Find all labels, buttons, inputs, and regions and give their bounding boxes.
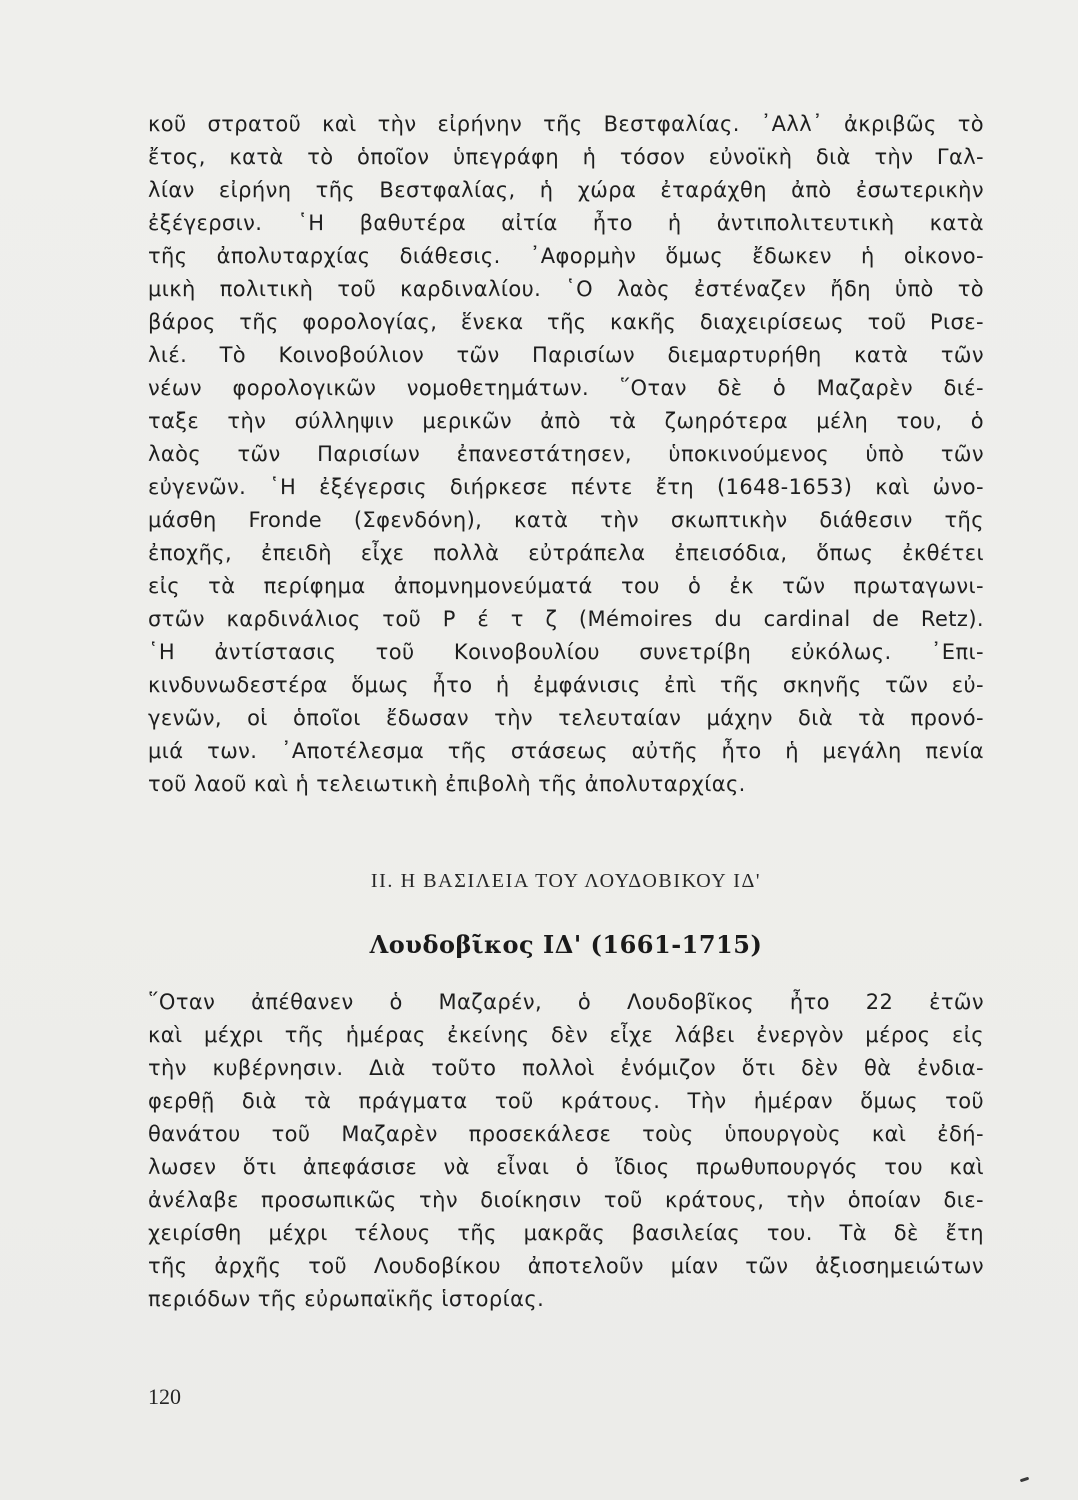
page-number: 120 [148,1384,181,1409]
text-line: καὶ μέχρι τῆς ἡμέρας ἐκείνης δὲν εἶχε λάβει ἐνεργὸν μέρος εἰς [148,1023,984,1047]
text-line: νέων φορολογικῶν νομοθετημάτων. ῞Οταν δὲ ὁ Μαζαρὲν διέ- [148,376,984,400]
text-line: περιόδων τῆς εὐρωπαϊκῆς ἱστορίας. [148,1287,545,1311]
text-line: τοῦ λαοῦ καὶ ἡ τελειωτικὴ ἐπιβολὴ τῆς ἀπολυταρχίας. [148,772,746,796]
text-line: μικὴ πολιτικὴ τοῦ καρδιναλίου. ῾Ο λαὸς ἐστέναζεν ἤδη ὑπὸ τὸ [148,277,984,301]
text-line: εἰς τὰ περίφημα ἀπομνημονεύματά του ὁ ἐκ τῶν πρωταγωνι- [148,574,984,598]
text-line: λιέ. Τὸ Κοινοβούλιον τῶν Παρισίων διεμαρτυρήθη κατὰ τῶν [148,343,984,367]
text-line: εὐγενῶν. ῾Η ἐξέγερσις διήρκεσε πέντε ἔτη (1648-1653) καὶ ὠνο- [148,475,984,499]
text-line: ταξε τὴν σύλληψιν μερικῶν ἀπὸ τὰ ζωηρότερα μέλη του, ὁ [148,409,984,433]
text-line: λίαν εἰρήνη τῆς Βεστφαλίας, ἡ χώρα ἐταράχθη ἀπὸ ἐσωτερικὴν [148,178,984,202]
text-line: ῞Οταν ἀπέθανεν ὁ Μαζαρέν, ὁ Λουδοβῖκος ἦτο 22 ἐτῶν [148,990,984,1014]
text-line: λωσεν ὅτι ἀπεφάσισε νὰ εἶναι ὁ ἴδιος πρωθυπουργός του καὶ [148,1155,984,1179]
text-line: φερθῇ διὰ τὰ πράγματα τοῦ κράτους. Τὴν ἡμέραν ὅμως τοῦ [148,1089,984,1113]
text-line: τῆς ἀρχῆς τοῦ Λουδοβίκου ἀποτελοῦν μίαν τῶν ἀξιοσημειώτων [148,1254,984,1278]
text-line: ἔτος, κατὰ τὸ ὁποῖον ὑπεγράφη ἡ τόσον εὐνοϊκὴ διὰ τὴν Γαλ- [148,145,984,169]
text-line: θανάτου τοῦ Μαζαρὲν προσεκάλεσε τοὺς ὑπουργοὺς καὶ ἐδή- [148,1122,984,1146]
sub-heading: Λουδοβῖκος ΙΔ' (1661-1715) [369,930,763,959]
paragraph-fronde [148,108,984,801]
section-heading: II. Η ΒΑΣΙΛΕΙΑ ΤΟΥ ΛΟΥΔΟΒΙΚΟΥ ΙΔ' [370,870,762,892]
text-line: κοῦ στρατοῦ καὶ τὴν εἰρήνην τῆς Βεστφαλίας. ᾿Αλλ᾿ ἀκριβῶς τὸ [148,112,984,136]
text-line: στῶν καρδινάλιος τοῦ Ρ έ τ ζ (Mémoires du cardinal de Retz). [148,607,984,631]
text-line: ῾Η ἀντίστασις τοῦ Κοινοβουλίου συνετρίβη εὐκόλως. ᾿Επι- [148,640,984,664]
text-line: μάσθη Fronde (Σφενδόνη), κατὰ τὴν σκωπτικὴν διάθεσιν τῆς [148,508,984,532]
text-line: βάρος τῆς φορολογίας, ἕνεκα τῆς κακῆς διαχειρίσεως τοῦ Ρισε- [148,310,984,334]
text-line: λαὸς τῶν Παρισίων ἐπανεστάτησεν, ὑποκινούμενος ὑπὸ τῶν [148,442,984,466]
text-line: κινδυνωδεστέρα ὅμως ἦτο ἡ ἐμφάνισις ἐπὶ τῆς σκηνῆς τῶν εὐ- [148,673,984,697]
paragraph-louis-xiv [148,986,984,1316]
text-line: ἀνέλαβε προσωπικῶς τὴν διοίκησιν τοῦ κράτους, τὴν ὁποίαν διε- [148,1188,984,1212]
text-line: ἐξέγερσιν. ῾Η βαθυτέρα αἰτία ἦτο ἡ ἀντιπολιτευτικὴ κατὰ [148,211,984,235]
text-line: χειρίσθη μέχρι τέλους τῆς μακρᾶς βασιλείας του. Τὰ δὲ ἔτη [148,1221,984,1245]
text-line: ἐποχῆς, ἐπειδὴ εἶχε πολλὰ εὐτράπελα ἐπεισόδια, ὅπως ἐκθέτει [148,541,984,565]
text-line: γενῶν, οἱ ὁποῖοι ἔδωσαν τὴν τελευταίαν μάχην διὰ τὰ προνό- [148,706,984,730]
text-line: τῆς ἀπολυταρχίας διάθεσις. ᾿Αφορμὴν ὅμως ἔδωκεν ἡ οἰκονο- [148,244,984,268]
ink-speck [1020,1477,1029,1483]
text-line: μιά των. ᾿Αποτέλεσμα τῆς στάσεως αὐτῆς ἦτο ἡ μεγάλη πενία [148,739,984,763]
text-line: τὴν κυβέρνησιν. Διὰ τοῦτο πολλοὶ ἐνόμιζον ὅτι δὲν θὰ ἐνδια- [148,1056,984,1080]
